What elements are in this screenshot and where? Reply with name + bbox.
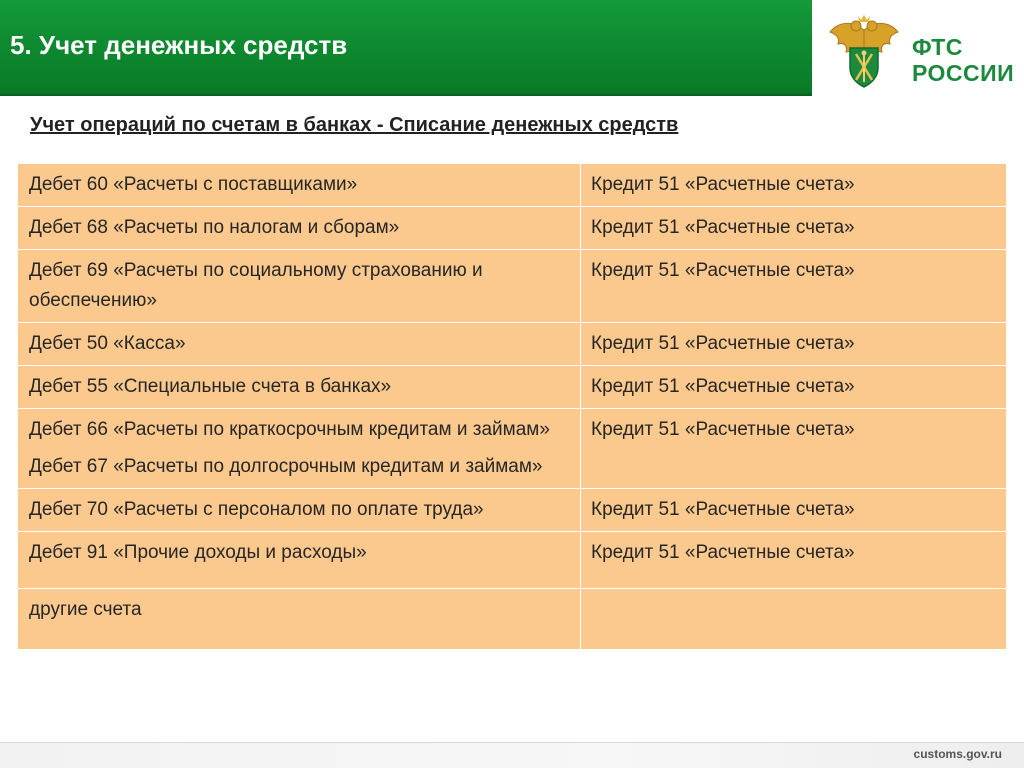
debit-cell bbox=[18, 250, 581, 323]
table-row bbox=[18, 164, 1007, 207]
table-row bbox=[18, 409, 1007, 489]
credit-cell bbox=[581, 589, 1007, 650]
footer-url: customs.gov.ru bbox=[913, 747, 1002, 761]
credit-cell: Кредит 51 «Расчетные счета» bbox=[581, 366, 1007, 409]
table-row bbox=[18, 323, 1007, 366]
debit-cell bbox=[18, 164, 581, 207]
credit-cell: Кредит 51 «Расчетные счета» bbox=[581, 489, 1007, 532]
debit-text: другие счета bbox=[29, 599, 142, 620]
debit-text: Дебет 66 «Расчеты по краткосрочным кредитам и займам» bbox=[29, 419, 550, 440]
debit-cell bbox=[18, 489, 581, 532]
table-row bbox=[18, 207, 1007, 250]
debit-text: Дебет 55 «Специальные счета в банках» bbox=[29, 376, 392, 397]
debit-text: Дебет 50 «Касса» bbox=[29, 333, 186, 354]
debit-cell bbox=[18, 207, 581, 250]
debit-text: Дебет 91 «Прочие доходы и расходы» bbox=[29, 542, 367, 563]
table-row bbox=[18, 589, 1007, 650]
slide-title: 5. Учет денежных средств bbox=[10, 30, 348, 60]
debit-cell bbox=[18, 409, 581, 489]
credit-cell: Кредит 51 «Расчетные счета» bbox=[581, 532, 1007, 589]
header-band bbox=[0, 0, 812, 96]
ledger-table bbox=[17, 163, 1007, 650]
debit-text: Дебет 68 «Расчеты по налогам и сборам» bbox=[29, 217, 400, 238]
credit-cell: Кредит 51 «Расчетные счета» bbox=[581, 409, 1007, 489]
credit-cell: Кредит 51 «Расчетные счета» bbox=[581, 164, 1007, 207]
debit-cell bbox=[18, 366, 581, 409]
credit-cell: Кредит 51 «Расчетные счета» bbox=[581, 323, 1007, 366]
table-row bbox=[18, 489, 1007, 532]
debit-cell bbox=[18, 589, 581, 650]
footer-bar bbox=[0, 742, 1024, 768]
debit-text: Дебет 60 «Расчеты с поставщиками» bbox=[29, 174, 358, 195]
debit-text: Дебет 67 «Расчеты по долгосрочным кредитам и займам» bbox=[29, 456, 543, 477]
debit-cell bbox=[18, 532, 581, 589]
emblem-icon bbox=[826, 12, 902, 92]
table-row bbox=[18, 366, 1007, 409]
section-subtitle: Учет операций по счетам в банках - Списание денежных средств bbox=[30, 114, 679, 136]
logo-text-line2: РОССИИ bbox=[912, 60, 1015, 86]
logo-text-line1: ФТС bbox=[912, 34, 963, 60]
credit-cell: Кредит 51 «Расчетные счета» bbox=[581, 250, 1007, 323]
fts-logo bbox=[822, 8, 1018, 94]
table-row bbox=[18, 532, 1007, 589]
debit-text: Дебет 69 «Расчеты по социальному страхованию и обеспечению» bbox=[29, 260, 483, 311]
debit-cell bbox=[18, 323, 581, 366]
table-row bbox=[18, 250, 1007, 323]
credit-cell: Кредит 51 «Расчетные счета» bbox=[581, 207, 1007, 250]
debit-text: Дебет 70 «Расчеты с персоналом по оплате труда» bbox=[29, 499, 484, 520]
